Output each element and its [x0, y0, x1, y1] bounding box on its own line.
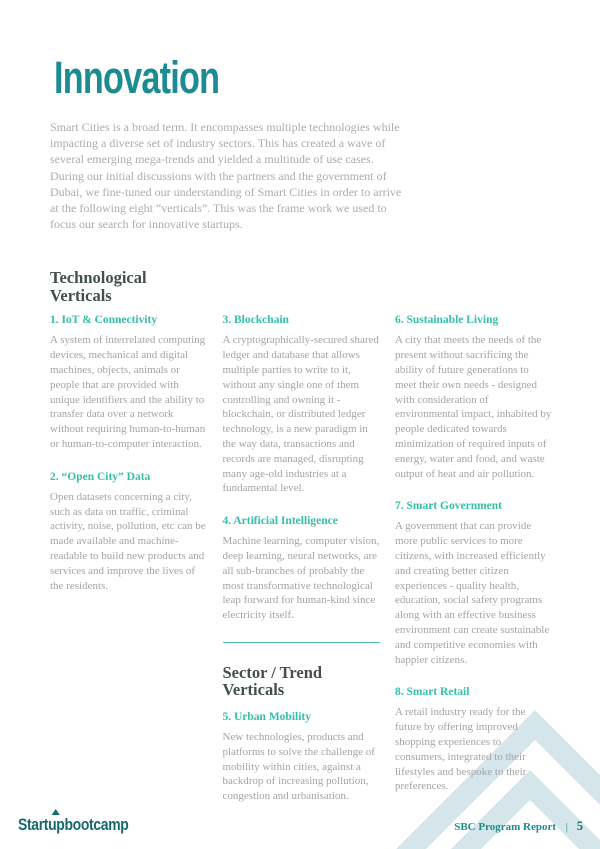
vertical-body: New technologies, products and platforms to solve the challenge of mobility within cities, against a backdrop of increasing pollution, congestion and urbanisation. [222, 730, 375, 803]
vertical-item-urban-mobility [223, 711, 380, 804]
vertical-heading: 4. Artificial Intelligence [222, 515, 338, 528]
vertical-heading: 2. “Open City” Data [50, 470, 151, 483]
verticals-columns [50, 314, 552, 823]
vertical-heading: 6. Sustainable Living [395, 314, 499, 327]
column-2 [223, 314, 380, 823]
vertical-body: A cryptographically-secured shared ledger and database that allows multiple parties to write to it, without any single one of them controlling and owning it - blockchain, or distributed ledger technology, is a new paradigm in the way data, transactions and records are managed, disrupting many age-old industries at a fundamental level. [222, 334, 379, 495]
page-footer [0, 801, 600, 849]
page-title: Innovation [54, 52, 220, 103]
section-divider-rule [223, 642, 380, 643]
vertical-item-open-city-data [50, 471, 207, 594]
vertical-body: Machine learning, computer vision, deep learning, neural networks, are all sub-branches of probably the most transformative technological leap forward for human-kind since electricity itself. [222, 535, 380, 622]
vertical-item-smart-retail [395, 686, 552, 794]
vertical-body: Open datasets concerning a city, such as data on traffic, criminal activity, noise, pollution, etc can be made available and machine-readable to build new products and services and improve the lives of the residents. [50, 490, 206, 592]
vertical-item-iot-connectivity [50, 314, 207, 451]
intro-paragraph: Smart Cities is a broad term. It encompasses multiple technologies while impacting a diverse set of industry sectors. This has created a wave of several emerging mega-trends and yielded a multitude of use cases. During our initial discussions with the partners and the government of Dubai, we fine-tuned our understanding of Smart Cities in order to arrive at the following eight “verticals”. This was the frame work we used to focus our search for innovative startups. [50, 120, 402, 232]
vertical-heading: 1. IoT & Connectivity [50, 314, 158, 327]
footer-page-info [454, 819, 583, 834]
logo-rocket-icon [52, 809, 60, 815]
column-1 [50, 314, 207, 823]
vertical-heading: 3. Blockchain [222, 314, 289, 327]
logo-text: Startupbootcamp [18, 815, 129, 834]
vertical-item-blockchain [223, 314, 380, 496]
vertical-body: A system of interrelated computing devices, mechanical and digital machines, objects, animals or people that are provided with unique identifiers and the ability to transfer data over a network without requiring human-to-human or human-to-computer interaction. [50, 334, 206, 450]
footer-separator: | [565, 821, 568, 833]
vertical-body: A retail industry ready for the future by offering improved shopping experiences to consumers, integrated to their lifestyles and bespoke to their preferences. [395, 706, 527, 793]
vertical-heading: 7. Smart Government [395, 500, 502, 513]
vertical-item-sustainable-living [395, 314, 552, 481]
vertical-item-smart-government [395, 500, 552, 667]
section-title-sector-trend: Sector / Trend Verticals [222, 662, 323, 700]
report-label: SBC Program Report [454, 821, 557, 833]
vertical-heading: 5. Urban Mobility [222, 710, 311, 723]
section-title-technological: Technological Verticals [50, 268, 147, 305]
vertical-body: A government that can provide more public services to more citizens, with increased efficiently and creating better citizen experiences - quality health, education, social safety programs along with an effective business environment can create sustainable and competitive economies with happier citizens. [395, 520, 550, 666]
page-number: 5 [576, 819, 583, 833]
vertical-item-artificial-intelligence [223, 515, 380, 623]
vertical-heading: 8. Smart Retail [395, 686, 470, 699]
column-3 [395, 314, 552, 823]
startupbootcamp-logo [18, 815, 128, 835]
vertical-body: A city that meets the needs of the present without sacrificing the ability of future generations to meet their own needs - designed with consideration of environmental impact, inhabited by people dedicated towards minimization of required inputs of energy, water and food, and waste output of heat and air pollution. [395, 334, 552, 480]
